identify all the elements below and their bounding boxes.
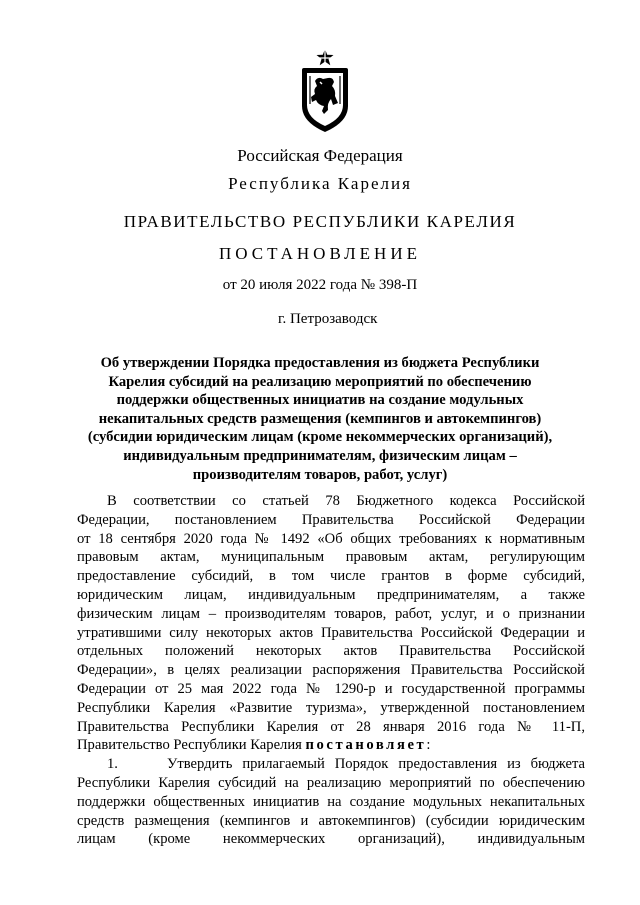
country-name: Российская Федерация	[237, 146, 403, 165]
government-name: ПРАВИТЕЛЬСТВО РЕСПУБЛИКИ КАРЕЛИЯ	[123, 212, 517, 231]
body-line: Правительства Республики Карелия от 28 января 2016 года № 11-П,	[77, 718, 585, 735]
document-title	[82, 354, 558, 484]
body-line: юридическим лицам, индивидуальным предпринимателям, а также	[77, 586, 585, 603]
body-line: Республики Карелия «Развитие туризма», утвержденной постановлением	[77, 699, 585, 716]
document-body	[77, 492, 585, 849]
document-type: ПОСТАНОВЛЕНИЕ	[218, 244, 421, 263]
body-line: предоставление субсидий, в том числе грантов в форме субсидий,	[77, 568, 585, 585]
item-1-first-line	[77, 755, 585, 774]
body-line: Федерации от 25 мая 2022 года № 1290-р и государственной программы	[77, 680, 585, 697]
title-line: поддержки общественных инициатив на создание модульных	[116, 392, 524, 409]
item-number: 1.	[107, 756, 118, 773]
body-line: Федерации, постановлением Правительства Российской Федерации	[77, 511, 585, 528]
body-line: отдельных положений некоторых актов Правительства Российской	[77, 643, 585, 660]
body-line: поддержки общественных инициатив на создание модульных некапитальных	[77, 793, 585, 810]
body-line-resolves	[77, 736, 585, 755]
body-line: лицам (кроме некоммерческих организаций), индивидуальным	[77, 831, 585, 848]
karelia-coat-of-arms-icon	[298, 48, 352, 136]
resolves-prefix: Правительство Республики Карелия	[77, 737, 306, 754]
title-line: производителям товаров, работ, услуг)	[192, 466, 448, 483]
body-line: средств размещения (кемпингов и автокемпингов) (субсидии юридическим	[77, 812, 585, 829]
title-line: (субсидии юридическим лицам (кроме некоммерческих организаций),	[87, 429, 553, 446]
title-line: Карелия субсидий на реализацию мероприятий по обеспечению	[108, 373, 532, 390]
resolves-suffix: :	[426, 737, 431, 754]
body-line: от 18 сентября 2020 года № 1492 «Об общих требованиях к нормативным	[77, 530, 585, 547]
document-city: г. Петрозаводск	[278, 311, 378, 327]
body-line: Федерации», в целях реализации распоряжения Правительства Российской	[77, 662, 585, 679]
title-line: некапитальных средств размещения (кемпингов и автокемпингов)	[98, 410, 542, 427]
star-icon	[317, 49, 334, 67]
title-line: Об утверждении Порядка предоставления из бюджета Республики	[100, 355, 540, 371]
title-line: индивидуальным предпринимателям, физическим лицам –	[123, 447, 517, 464]
republic-name: Республика Карелия	[228, 174, 412, 193]
body-line: физическим лицам – производителям товаров, работ, услуг, и о признании	[77, 605, 585, 622]
body-line: Республики Карелия субсидий на реализацию мероприятий по обеспечению	[77, 774, 585, 791]
body-line: правовым актам, муниципальным правовым актам, регулирующим	[77, 549, 585, 566]
item-1-text: Утвердить прилагаемый Порядок предоставления из бюджета	[167, 756, 585, 773]
document-date-number: от 20 июля 2022 года № 398-П	[222, 277, 418, 293]
resolves-keyword: постановляет	[305, 737, 427, 754]
body-line: утратившими силу некоторых актов Правительства Российской Федерации и	[77, 624, 585, 641]
body-line: В соответствии со статьей 78 Бюджетного кодекса Российской	[107, 493, 585, 509]
